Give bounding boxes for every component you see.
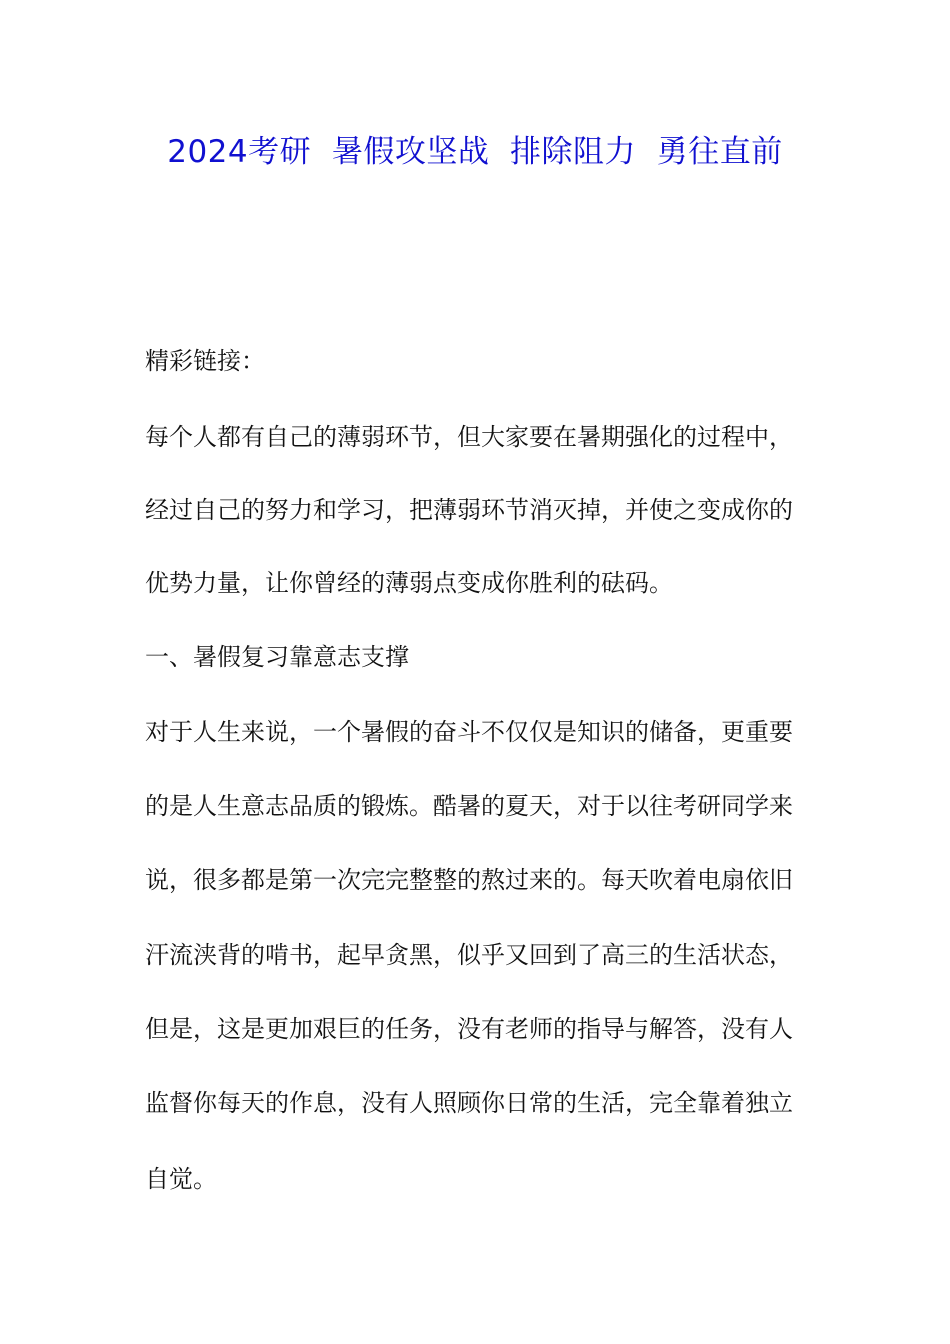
section-heading: 一、暑假复习靠意志支撑 bbox=[145, 643, 409, 671]
paragraph-line: 自觉。 bbox=[145, 1165, 217, 1193]
paragraph-line: 说，很多都是第一次完完整整的熬过来的。每天吹着电扇依旧 bbox=[145, 866, 793, 894]
paragraph-line: 对于人生来说，一个暑假的奋斗不仅仅是知识的储备，更重要 bbox=[145, 718, 793, 746]
document-title: 2024考研 暑假攻坚战 排除阻力 勇往直前 bbox=[167, 134, 783, 170]
section-label-links: 精彩链接： bbox=[145, 347, 265, 375]
paragraph-line: 优势力量，让你曾经的薄弱点变成你胜利的砝码。 bbox=[145, 569, 673, 597]
paragraph-line: 的是人生意志品质的锻炼。酷暑的夏天，对于以往考研同学来 bbox=[145, 792, 793, 820]
paragraph-line: 每个人都有自己的薄弱环节，但大家要在暑期强化的过程中， bbox=[145, 423, 793, 451]
paragraph-line: 但是，这是更加艰巨的任务，没有老师的指导与解答，没有人 bbox=[145, 1015, 793, 1043]
paragraph-line: 汗流浃背的啃书，起早贪黑，似乎又回到了高三的生活状态， bbox=[145, 941, 793, 969]
paragraph-line: 监督你每天的作息，没有人照顾你日常的生活，完全靠着独立 bbox=[145, 1089, 793, 1117]
paragraph-line: 经过自己的努力和学习，把薄弱环节消灭掉，并使之变成你的 bbox=[145, 496, 793, 524]
